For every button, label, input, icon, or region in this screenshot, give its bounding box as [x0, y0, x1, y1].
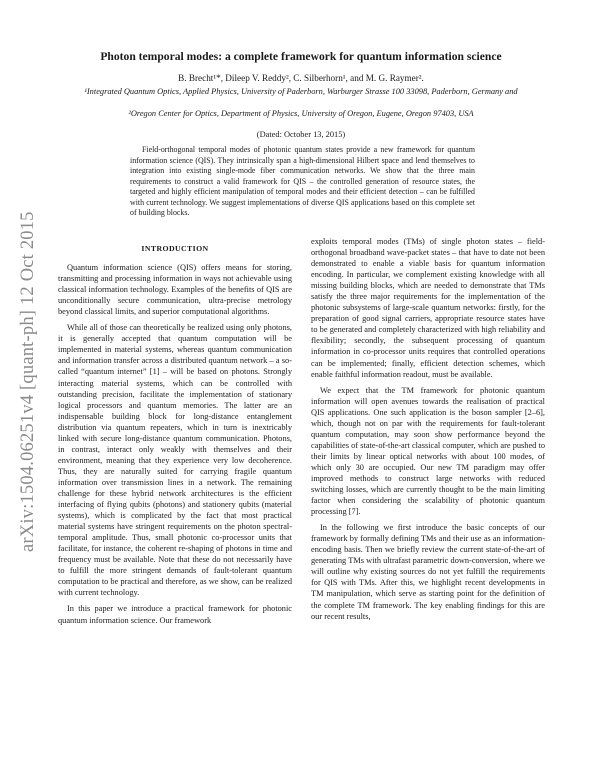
- section-heading-introduction: INTRODUCTION: [141, 244, 209, 253]
- right-column: [311, 236, 545, 627]
- left-column: [58, 243, 292, 631]
- paper-title: Photon temporal modes: a complete framework for quantum information science: [100, 50, 502, 63]
- body-paragraph: In this paper we introduce a practical framework for photonic quantum information science. Our framework: [58, 604, 292, 625]
- dated-line: (Dated: October 13, 2015): [256, 130, 346, 139]
- body-paragraph: We expect that the TM framework for photonic quantum information will open avenues towards the realisation of practical QIS applications. One such application is the boson sampler [2–6], which, though not on par with the requirements for fault-tolerant quantum computation, may soon show performance beyond the capabilities of state-of-the-art classical computer, which are pushed to their limits by linear optical networks with about 100 modes, of which only 30 are occupied. Our new TM paradigm may offer improved methods to construct large networks with reduced switching losses, which are currently thought to be the main limiting factor when considering the scalability of photonic quantum processing [7].: [311, 385, 545, 517]
- author-list: B. Brecht¹*, Dileep V. Reddy², C. Silberhorn¹, and M. G. Raymer².: [178, 73, 424, 83]
- abstract: Field-orthogonal temporal modes of photonic quantum states provide a new framework for quantum information science (QIS). They intrinsically span a high-dimensional Hilbert space and lend themselves to integration into existing single-mode fiber communication networks. We show that the three main requirements to construct a valid framework for QIS – the controlled generation of resource states, the targeted and highly efficient manipulation of temporal modes and their efficient detection – can be fulfilled with current technology. We suggest implementations of diverse QIS applications based on this complete set of building blocks.: [130, 145, 475, 217]
- affiliation-paderborn: ¹Integrated Quantum Optics, Applied Physics, University of Paderborn, Warburger Strasse 100 33098, Paderborn, Germany and: [84, 87, 518, 96]
- body-paragraph: While all of those can theoretically be realized using only photons, it is generally accepted that quantum computation will be implemented in material systems, whereas quantum communication and information transfer across a distributed quantum network – a so-called “quantum internet” [1] – will be based on photons. Strongly interacting material systems, which can be controlled with outstanding precision, facilitate the implementation of stationary logical processors and quantum memories. The latter are an indispensable building block for long-distance entanglement distribution via quantum repeaters, which in turn is inextricably linked with secure long-distance quantum communication. Photons, in contrast, interact only weakly with themselves and their environment, meaning that they experience very low decoherence. Thus, they are naturally suited for carrying fragile quantum information over transmission lines in a network. The remaining challenge for these hybrid network architectures is the efficient interfacing of flying qubits (photons) and stationery qubits (material systems), which is complicated by the fact that most practical material systems have stringent requirements on the photon spectral-temporal amplitude. Thus, small photonic co-processor units that facilitate, for instance, the coherent re-shaping of photons in time and frequency must be available. Note that these do not necessarily have to fulfill the more stringent demands of fault-tolerant quantum computation to be practical and therefore, as we show, can be realized with current technology.: [58, 323, 292, 598]
- body-paragraph: exploits temporal modes (TMs) of single photon states – field-orthogonal broadband wave-packet states – that have to date not been demonstrated to enable a viable basis for quantum information encoding. In particular, we complement existing knowledge with all missing building blocks, which are needed to demonstrate that TMs satisfy the three major requirements for the implementation of the photonic subsystems of large-scale quantum networks: firstly, for the preparation of good signal carriers, appropriate resource states have to be generated and completely characterized with high reliability and flexibility; secondly, the subsequent processing of quantum information in co-processor units requires that controlled operations can be implemented; finally, efficient detection schemes, which enable faithful information readout, must be available.: [311, 237, 545, 379]
- arxiv-identifier: arXiv:1504.06251v4 [quant-ph] 12 Oct 2015: [18, 211, 38, 552]
- body-paragraph: In the following we first introduce the basic concepts of our framework by formally defining TMs and their use as an information-encoding basis. Then we briefly review the current state-of-the-art of generating TMs with ultrafast parametric down-conversion, where we will outline why existing sources do not yet fulfill the requirements for QIS with TMs. After this, we highlight recent developments in TM manipulation, which serve as starting point for the definition of the complete TM framework. The key enabling findings for this are our recent results,: [311, 523, 545, 621]
- body-paragraph: Quantum information science (QIS) offers means for storing, transmitting and processing information in ways not achievable using classical information technology. Examples of the benefits of QIS are unconditionally secure communication, ultra-precise metrology beyond classical limits, and superior computational algorithms.: [58, 263, 292, 317]
- affiliation-oregon: ²Oregon Center for Optics, Department of Physics, University of Oregon, Eugene, Oregon 97403, USA: [128, 109, 474, 118]
